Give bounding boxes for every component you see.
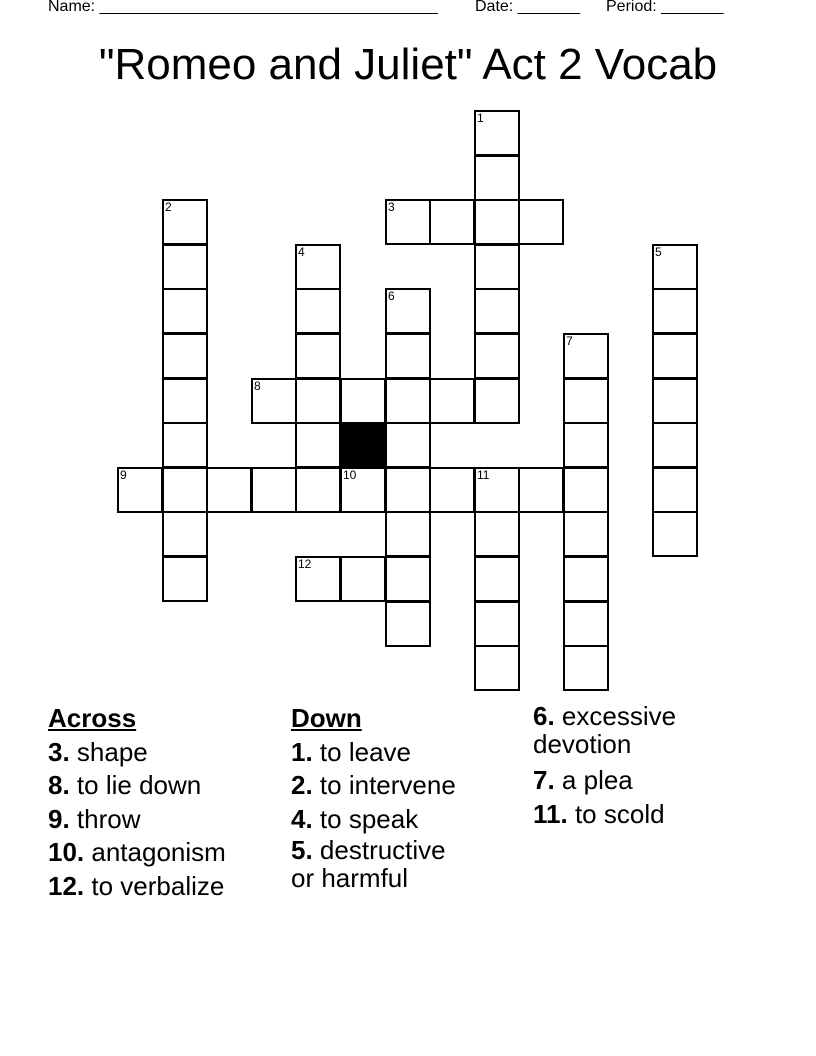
grid-cell[interactable] <box>385 556 431 602</box>
clue-number: 2 <box>165 200 172 214</box>
clue-number: 12 <box>298 557 312 571</box>
grid-cell[interactable] <box>563 556 609 602</box>
grid-cell[interactable] <box>563 378 609 424</box>
grid-cell[interactable] <box>385 333 431 379</box>
clue-number: 4 <box>298 245 305 259</box>
grid-cell[interactable] <box>162 467 208 513</box>
grid-cell[interactable] <box>563 333 609 379</box>
grid-cell[interactable] <box>295 333 341 379</box>
grid-cell[interactable] <box>385 601 431 647</box>
clue-down-11: 11. to scold <box>533 798 665 829</box>
across-clues <box>48 702 278 903</box>
clue-number: 8 <box>254 379 261 393</box>
grid-cell[interactable] <box>652 378 698 424</box>
grid-cell[interactable] <box>474 110 520 156</box>
grid-cell[interactable] <box>385 288 431 334</box>
grid-cell[interactable] <box>474 511 520 557</box>
grid-cell[interactable] <box>563 467 609 513</box>
grid-cell[interactable] <box>474 244 520 290</box>
down-heading: Down <box>291 703 362 733</box>
grid-cell[interactable] <box>162 511 208 557</box>
grid-cell[interactable] <box>474 333 520 379</box>
grid-cell[interactable] <box>474 155 520 201</box>
grid-cell[interactable] <box>251 467 297 513</box>
grid-cell[interactable] <box>295 288 341 334</box>
clue-across-9: 9. throw <box>48 803 141 834</box>
clue-number: 11 <box>477 468 490 482</box>
grid-cell[interactable] <box>652 288 698 334</box>
clue-number: 10 <box>343 468 357 482</box>
grid-cell[interactable] <box>474 556 520 602</box>
grid-cell[interactable] <box>563 645 609 691</box>
grid-cell[interactable] <box>162 556 208 602</box>
clue-number: 6 <box>388 289 395 303</box>
grid-cell[interactable] <box>429 199 475 245</box>
grid-cell[interactable] <box>295 467 341 513</box>
grid-cell[interactable] <box>295 378 341 424</box>
clue-down-7: 7. a plea <box>533 765 633 795</box>
grid-cell[interactable] <box>385 199 431 245</box>
grid-cell[interactable] <box>652 511 698 557</box>
clue-across-12: 12. to verbalize <box>48 870 225 901</box>
grid-cell[interactable] <box>162 422 208 468</box>
clue-number: 5 <box>655 245 662 259</box>
grid-cell[interactable] <box>385 422 431 468</box>
grid-cell[interactable] <box>518 467 564 513</box>
grid-cell[interactable] <box>563 601 609 647</box>
clue-across-8: 8. to lie down <box>48 770 202 800</box>
grid-cell[interactable] <box>251 378 297 424</box>
grid-cell[interactable] <box>429 378 475 424</box>
grid-cell[interactable] <box>474 467 520 513</box>
grid-cell[interactable] <box>652 467 698 513</box>
grid-cell[interactable] <box>474 199 520 245</box>
name-field[interactable]: Name: ______________________________________ <box>48 0 438 15</box>
grid-cell[interactable] <box>162 288 208 334</box>
grid-cell[interactable] <box>117 467 163 513</box>
grid-cell[interactable] <box>295 556 341 602</box>
grid-cell[interactable] <box>162 378 208 424</box>
grid-cell[interactable] <box>340 556 386 602</box>
grid-cell[interactable] <box>162 199 208 245</box>
grid-cell[interactable] <box>563 422 609 468</box>
grid-cell[interactable] <box>474 378 520 424</box>
grid-cell[interactable] <box>652 244 698 290</box>
clue-across-3: 3. shape <box>48 736 148 767</box>
black-square <box>340 422 386 468</box>
clue-across-10: 10. antagonism <box>48 837 226 867</box>
grid-cell[interactable] <box>340 467 386 513</box>
grid-cell[interactable] <box>429 467 475 513</box>
grid-cell[interactable] <box>474 645 520 691</box>
down-clues-continued <box>533 702 773 831</box>
grid-cell[interactable] <box>206 467 252 513</box>
grid-cell[interactable] <box>385 511 431 557</box>
grid-cell[interactable] <box>652 422 698 468</box>
clue-down-5: 5. destructive or harmful <box>291 835 446 893</box>
clue-number: 3 <box>388 200 395 214</box>
grid-cell[interactable] <box>385 467 431 513</box>
grid-cell[interactable] <box>474 601 520 647</box>
clue-down-1: 1. to leave <box>291 736 411 767</box>
clue-number: 7 <box>566 334 573 348</box>
clue-number: 9 <box>120 468 127 482</box>
period-field[interactable]: Period: _______ <box>606 0 724 15</box>
grid-cell[interactable] <box>162 333 208 379</box>
grid-cell[interactable] <box>295 422 341 468</box>
grid-cell[interactable] <box>563 511 609 557</box>
clue-down-4: 4. to speak <box>291 803 419 834</box>
page-title: "Romeo and Juliet" Act 2 Vocab <box>98 40 718 89</box>
down-clues <box>291 702 521 898</box>
date-field[interactable]: Date: _______ <box>475 0 580 15</box>
grid-cell[interactable] <box>652 333 698 379</box>
across-heading: Across <box>48 703 137 733</box>
grid-cell[interactable] <box>162 244 208 290</box>
grid-cell[interactable] <box>340 378 386 424</box>
clue-down-6: 6. excessive devotion <box>533 701 677 759</box>
clue-down-2: 2. to intervene <box>291 770 456 800</box>
grid-cell[interactable] <box>518 199 564 245</box>
clue-number: 1 <box>477 111 484 125</box>
grid-cell[interactable] <box>295 244 341 290</box>
grid-cell[interactable] <box>474 288 520 334</box>
grid-cell[interactable] <box>385 378 431 424</box>
